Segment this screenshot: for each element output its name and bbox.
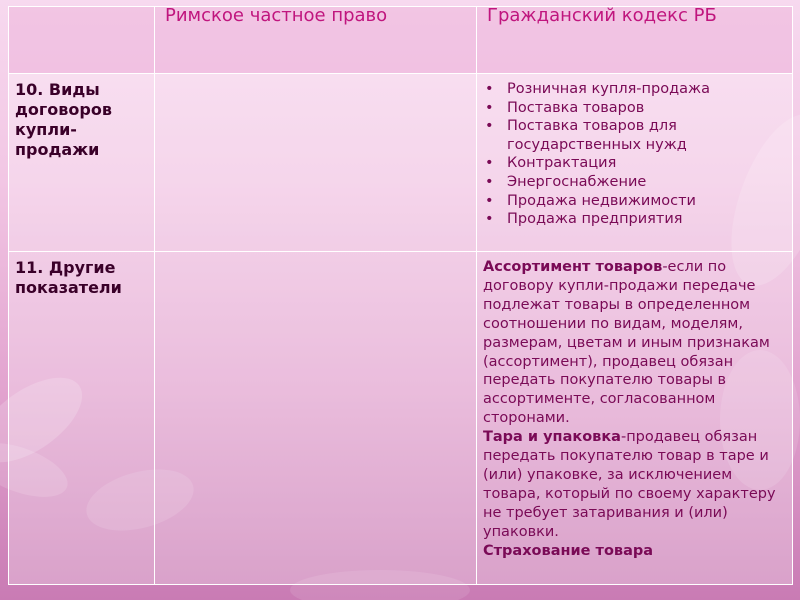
roman-law-cell [155,74,477,252]
header-cell-roman-law [155,7,477,74]
list-item: • Продажа предприятия [507,210,786,229]
header-row [9,7,793,74]
list-item: • Поставка товаров для государственных нужд [507,117,786,154]
civil-code-cell [477,74,793,252]
header-cell-civil-code [477,7,793,74]
list-item: • Продажа недвижимости [507,192,786,211]
roman-law-cell [155,252,477,585]
contract-types-list [483,80,786,229]
header-cell-empty [9,7,155,74]
list-item: • Контрактация [507,154,786,173]
term-insurance: Страхование товара [483,542,654,559]
text-assortment: -если по договору купли-продажи передаче подлежат товары в определенном соотношении по видам, моделям, размерам, цветам и иным признакам (ассортимент), продавец обязан передать покупателю товары в ассортименте, согласованном сторонами. [483,259,770,427]
text-packaging: -продавец обязан передать покупателю товар в таре и (или) упаковке, за исключением товара, который по своему характеру не требует затаривания и (или) упаковки. [483,429,776,540]
header-civil-code: Гражданский кодекс РБ [487,5,717,26]
row-title-other-indicators: 11. Другие показатели [9,252,155,585]
header-roman-law: Римское частное право [165,5,388,26]
civil-code-text [483,258,786,561]
term-assortment: Ассортимент товаров [483,259,663,275]
table-row [9,74,793,252]
civil-code-cell [477,252,793,585]
row-title-contract-types: 10. Виды договоров купли- продажи [9,74,155,252]
comparison-table [8,6,793,585]
list-item: • Поставка товаров [507,99,786,118]
list-item: • Энергоснабжение [507,173,786,192]
table-row [9,252,793,585]
list-item: • Розничная купля-продажа [507,80,786,99]
term-packaging: Тара и упаковка [483,429,621,446]
